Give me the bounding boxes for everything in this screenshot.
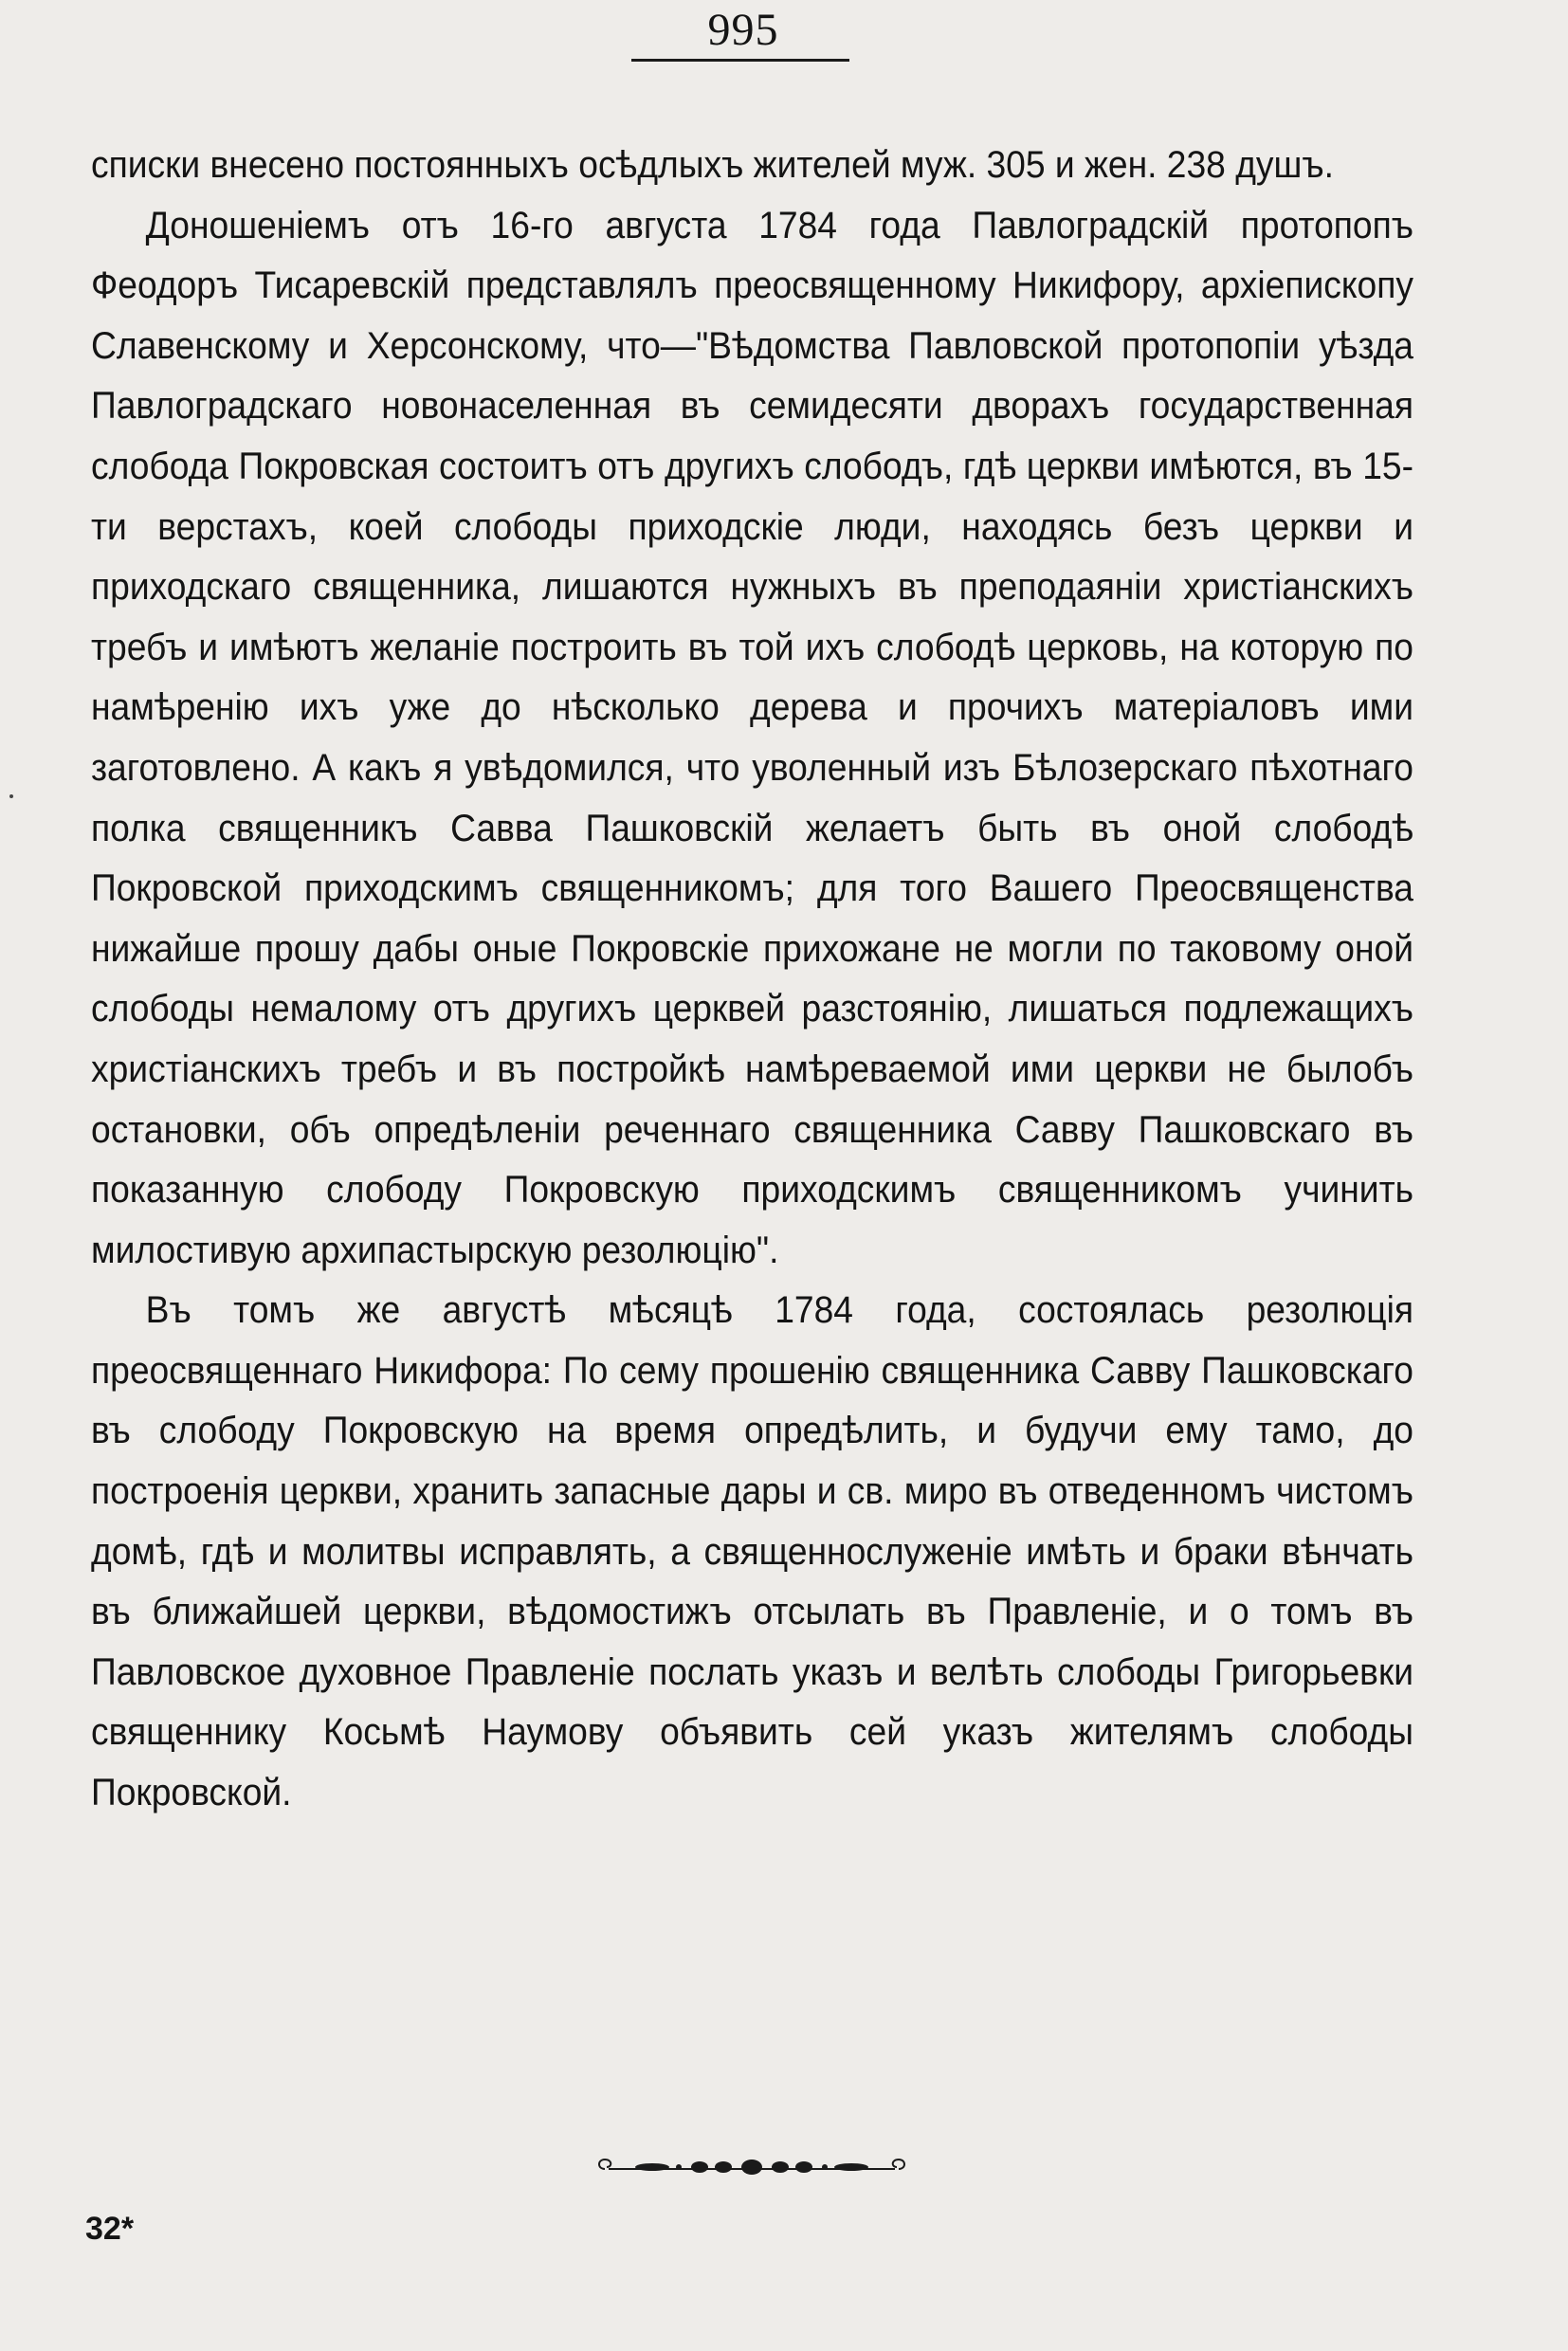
page-number: 995 <box>707 5 779 55</box>
ornament-divider <box>595 2150 908 2184</box>
paragraph-2: Доношеніемъ отъ 16-го августа 1784 года Павлоградскій протопопъ Феодоръ Тисаревскій представлялъ преосвященному Никифору, архіепископу Славенскому и Херсонскому, что—"Вѣдомства Павловской протопопіи уѣзда Павлоградскаго новонаселенная въ семидесяти дворахъ государственная слобода Покровская состоитъ отъ другихъ слободъ, гдѣ церкви имѣются, въ 15-ти верстахъ, коей слободы приходскіе люди, находясь безъ церкви и приходскаго священника, лишаются нужныхъ въ преподаяніи христіанскихъ требъ и имѣютъ желаніе построить въ той ихъ слободѣ церковь, на которую по намѣренію ихъ уже до нѣсколько дерева и прочихъ матеріаловъ ими заготовлено. А какъ я увѣдомился, что уволенный изъ Бѣлозерскаго пѣхотнаго полка священникъ Савва Пашковскій желаетъ быть въ оной слободѣ Покровской приходскимъ священникомъ; для того Вашего Преосвященства нижайше прошу дабы оные Покровскіе прихожане не могли по таковому оной слободы немалому отъ другихъ церквей разстоянію, лишаться подлежащихъ христіанскихъ требъ и въ постройкѣ намѣреваемой ими церкви не былобъ остановки, объ опредѣленіи реченнаго священника Савву Пашковскаго въ показанную слободу Покровскую приходскимъ священникомъ учинить милостивую архипастырскую резолюцію". <box>91 204 1413 1271</box>
paragraph-1: списки внесено постоянныхъ осѣдлыхъ жителей муж. 305 и жен. 238 душъ. <box>91 144 1334 186</box>
paragraph-3: Въ томъ же августѣ мѣсяцѣ 1784 года, состоялась резолюція преосвященнаго Никифора: По сему прошенію священника Савву Пашковскаго въ слободу Покровскую на время опредѣлить, и будучи ему тамо, до построенія церкви, хранить запасные дары и св. миро въ отведенномъ чистомъ домѣ, гдѣ и молитвы исправлять, а священнослуженіе имѣть и браки вѣнчать въ ближайшей церкви, вѣдомостижъ отсылать въ Правленіе, и о томъ въ Павловское духовное Правленіе послать указъ и велѣть слободы Григорьевки священнику Косьмѣ Наумову объявить сей указъ жителямъ слободы Покровской. <box>91 1289 1413 1814</box>
signature-mark: 32* <box>85 2211 135 2247</box>
stray-mark <box>9 794 13 798</box>
body-text <box>91 136 1413 1824</box>
header-rule <box>631 59 849 62</box>
